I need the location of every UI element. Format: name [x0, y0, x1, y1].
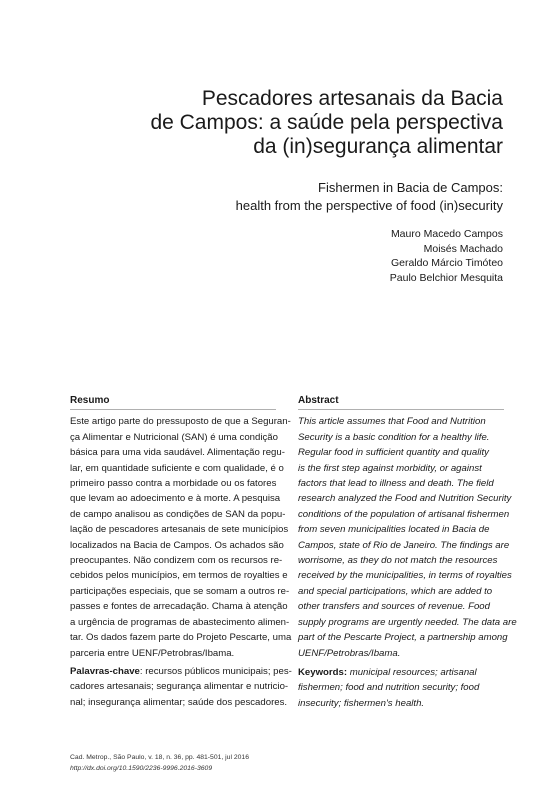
doi-link[interactable]: http://dx.doi.org/10.1590/2236-9996.2016-3609	[70, 765, 213, 772]
abstract-text	[298, 414, 517, 661]
keywords-line: insecurity; fishermen's health.	[298, 697, 425, 709]
author-name: Geraldo Márcio Timóteo	[390, 257, 503, 269]
keywords-text: municipal resources; artisanal	[347, 666, 477, 678]
abstract-line: worrisome, as they do not match the resources	[298, 555, 498, 567]
resumo-line: tar. Os dados fazem parte do Projeto Pescarte, uma	[70, 632, 292, 644]
abstract-line: received by the municipalities, in terms of royalties	[298, 570, 512, 582]
abstract-line: from seven municipalities located in Bacia de	[298, 524, 490, 536]
author-name: Mauro Macedo Campos	[390, 228, 503, 240]
title-line: Pescadores artesanais da Bacia	[201, 87, 503, 110]
resumo-line: participações especiais, que se somam a outros re-	[70, 585, 290, 597]
resumo-line: cebidos pelos municípios, em termos de royalties e	[70, 570, 288, 582]
abstract-line: supply programs are urgently needed. The data are	[298, 616, 517, 628]
resumo-line: lar, em quantidade suficiente e com qualidade, é o	[70, 462, 284, 474]
resumo-text	[70, 414, 292, 661]
abstract-line: factors that lead to illness and death. The field	[298, 478, 494, 490]
english-title-line: health from the perspective of food (in)security	[235, 198, 503, 213]
resumo-line: lação de pescadores artesanais de sete municípios	[70, 524, 289, 536]
resumo-line: parceria entre UENF/Petrobras/Ibama.	[70, 647, 235, 659]
resumo-line: Este artigo parte do pressuposto de que a Seguran-	[70, 416, 291, 428]
palavras-chave-label: Palavras-chave	[70, 665, 140, 677]
abstract-line: conditions of the population of artisanal fishermen	[298, 508, 510, 520]
title-line: da (in)segurança alimentar	[253, 135, 503, 158]
palavras-chave	[70, 664, 292, 710]
journal-citation: Cad. Metrop., São Paulo, v. 18, n. 36, pp. 481-501, jul 2016	[70, 754, 249, 761]
abstract-line: research analyzed the Food and Nutrition Security	[298, 493, 512, 505]
english-title	[63, 179, 503, 215]
abstract-line: UENF/Petrobras/Ibama.	[298, 647, 401, 659]
palavras-chave-line: cadores artesanais; segurança alimentar e nutricio-	[70, 681, 289, 693]
abstract-line: This article assumes that Food and Nutrition	[298, 416, 486, 428]
keywords-line: fishermen; food and nutrition security; food	[298, 682, 480, 694]
abstract-line: part of the Pescarte Project, a partnership among	[298, 632, 508, 644]
palavras-chave-text: : recursos públicos municipais; pes-	[139, 665, 292, 677]
resumo-line: primeiro passo contra a morbidade ou os fatores	[70, 478, 277, 490]
keywords-label: Keywords:	[298, 666, 348, 678]
abstract-line: and special participations, which are added to	[298, 585, 493, 597]
resumo-column	[70, 393, 292, 710]
palavras-chave-line	[70, 664, 292, 679]
resumo-line: básica para uma vida saudável. Alimentação regu-	[70, 447, 285, 459]
resumo-line: a urgência de programas de abastecimento alimen-	[70, 616, 290, 628]
keywords-line	[298, 665, 504, 680]
author-list	[203, 227, 503, 285]
page-footer	[70, 752, 249, 774]
abstract-column	[298, 393, 517, 711]
abstract-heading: Abstract	[298, 395, 339, 406]
title-line: de Campos: a saúde pela perspectiva	[150, 111, 503, 134]
english-title-line: Fishermen in Bacia de Campos:	[318, 180, 503, 195]
keywords	[298, 665, 504, 711]
resumo-line: localizados na Bacia de Campos. Os achados são	[70, 539, 284, 551]
abstract-line: Security is a basic condition for a healthy life.	[298, 431, 490, 443]
resumo-line: de campo analisou as condições de SAN da popu-	[70, 508, 286, 520]
abstract-line: is the first step against morbidity, or against	[298, 462, 482, 474]
resumo-line: passes e fontes de arrecadação. Chama à atenção	[70, 601, 288, 613]
resumo-line: ça Alimentar e Nutricional (SAN) é uma condição	[70, 431, 278, 443]
resumo-line: preocupantes. Não condizem com os recursos re-	[70, 555, 283, 567]
abstract-line: Regular food in sufficient quantity and quality	[298, 447, 489, 459]
resumo-heading: Resumo	[70, 395, 110, 406]
article-title	[63, 87, 503, 159]
resumo-line: que levam ao adoecimento e à morte. A pesquisa	[70, 493, 281, 505]
abstract-line: other transfers and sources of revenue. Food	[298, 601, 490, 613]
resumo-divider	[70, 409, 276, 410]
author-name: Paulo Belchior Mesquita	[389, 271, 503, 284]
author-name: Moisés Machado	[423, 242, 503, 255]
abstract-line: Campos, state of Rio de Janeiro. The findings are	[298, 539, 510, 551]
palavras-chave-line: nal; insegurança alimentar; saúde dos pescadores.	[70, 696, 288, 708]
abstract-divider	[298, 409, 504, 410]
